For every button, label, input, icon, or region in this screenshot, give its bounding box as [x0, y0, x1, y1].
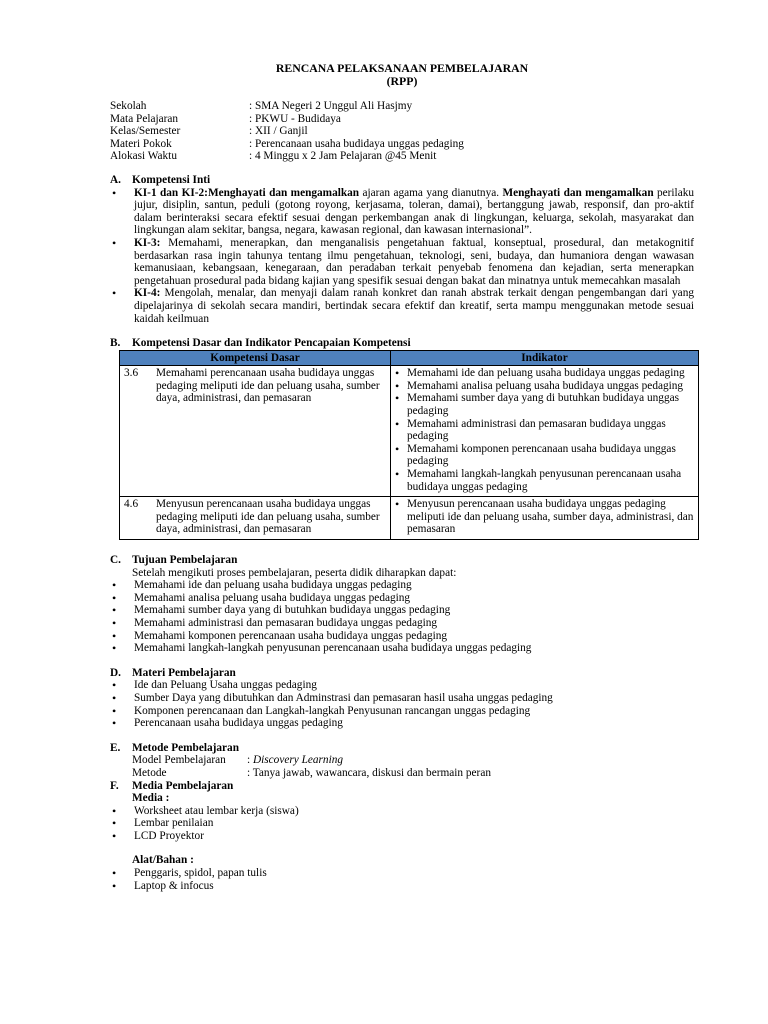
- list-item: • Memahami ide dan peluang usaha budidaya unggas pedaging: [110, 579, 694, 592]
- info-row-mata-pelajaran: [110, 113, 694, 126]
- section-heading: [110, 667, 694, 680]
- model-row: [132, 754, 694, 767]
- kd-indicator-table: [119, 350, 699, 540]
- document-title: RENCANA PELAKSANAAN PEMBELAJARAN: [275, 61, 529, 75]
- model-value: Discovery Learning: [252, 754, 344, 767]
- ki-label: KI-1 dan KI-2:Menghayati dan mengamalkan: [134, 186, 360, 199]
- indicator-list: [395, 367, 694, 493]
- ki-text: Memahami, menerapkan, dan menganalisis pengetahuan faktual, konseptual, prosedural, dan metakognitif berdasarkan rasa ingin tahunya tentang ilmu pengetahuan, teknologi, seni, budaya, dan humaniora dengan wawasan kemanusiaan, kebangsaan, kenegaraan, dan peradaban terkait penyebab fenomena dan kejadian, serta menerapkan pengetahuan prosedural pada bidang kajian yang spesifik sesuai dengan bakat dan minatnya untuk memecahkan masalah: [134, 236, 694, 287]
- ki-text: ajaran agama yang dianutnya.: [359, 186, 503, 199]
- info-value: : XII / Ganjil: [249, 125, 308, 138]
- list-item-ki1-ki2: [110, 187, 694, 237]
- list-item: • LCD Proyektor: [110, 830, 694, 843]
- ki-text: Mengolah, menalar, dan menyaji dalam ranah konkret dan ranah abstrak terkait dengan pengembangan dari yang dipelajarinya di sekolah secara mandiri, bertindak secara efektif dan kreatif, serta mampu menggunakan metode sesuai kaidah keilmuan: [134, 287, 694, 325]
- info-value: : 4 Minggu x 2 Jam Pelajaran @45 Menit: [249, 150, 437, 163]
- ki-label: KI-3:: [134, 236, 161, 249]
- document-subtitle: (RPP): [386, 74, 418, 88]
- ki-label: KI-4:: [134, 287, 161, 300]
- section-heading: [110, 337, 694, 350]
- table-header-row: [120, 350, 699, 366]
- section-heading: [110, 554, 694, 567]
- ki-text: perilaku jujur, disiplin, santun, peduli (gotong royong, kerjasama, toleran, damai), bertanggung jawab, responsif, dan pro-aktif dalam berinteraksi secara efektif sesuai dengan perkembangan anak di lingkungan, keluarga, sekolah, masyarakat dan lingkungan alam sekitar, bangsa, negara, kawasan regional, dan kawasan internasional”.: [134, 186, 695, 237]
- list-item: • Memahami sumber daya yang di butuhkan budidaya unggas pedaging: [395, 392, 694, 417]
- list-item: • Memahami analisa peluang usaha budidaya unggas pedaging: [395, 380, 694, 393]
- section-title: Materi Pembelajaran: [132, 666, 236, 679]
- list-item: • Perencanaan usaha budidaya unggas pedaging: [110, 717, 694, 730]
- section-letter: E.: [110, 741, 121, 754]
- section-title: Metode Pembelajaran: [132, 741, 239, 754]
- list-item: • Lembar penilaian: [110, 817, 694, 830]
- table-row: [120, 366, 699, 497]
- section-heading: [110, 742, 694, 755]
- model-colon: :: [247, 754, 253, 767]
- list-item: • Memahami administrasi dan pemasaran budidaya unggas pedaging: [110, 617, 694, 630]
- indicator-cell: [391, 366, 699, 497]
- info-value: : PKWU - Budidaya: [249, 112, 341, 125]
- list-item: • Memahami administrasi dan pemasaran budidaya unggas pedaging: [395, 418, 694, 443]
- media-label: Media :: [132, 792, 170, 805]
- tujuan-list: [110, 579, 694, 655]
- kd-text: Menyusun perencanaan usaha budidaya unggas pedaging meliputi ide dan peluang usaha, sumber daya, administrasi, dan pemasaran: [156, 498, 380, 536]
- list-item: • Memahami analisa peluang usaha budidaya unggas pedaging: [110, 592, 694, 605]
- kd-code: 3.6: [124, 367, 139, 380]
- list-item: • Sumber Daya yang dibutuhkan dan Adminstrasi dan pemasaran hasil usaha unggas pedaging: [110, 692, 694, 705]
- metode-label: Metode: [132, 766, 167, 779]
- column-header-kd: Kompetensi Dasar: [120, 350, 391, 366]
- list-item: • Memahami langkah-langkah penyusunan perencanaan usaha budidaya unggas pedaging: [110, 642, 694, 655]
- kd-text: Memahami perencanaan usaha budidaya unggas pedaging meliputi ide dan peluang usaha, sumber daya, administrasi, dan pemasaran: [156, 367, 380, 405]
- indicator-cell: [391, 497, 699, 540]
- list-item: • Menyusun perencanaan usaha budidaya unggas pedaging meliputi ide dan peluang usaha, sumber daya, administrasi, dan pemasaran: [395, 498, 694, 536]
- section-letter: C.: [110, 554, 121, 566]
- section-title: Media Pembelajaran: [132, 779, 234, 792]
- document-page: [110, 62, 694, 892]
- ki-emphasis: Menghayati dan mengamalkan: [502, 186, 654, 199]
- section-metode-pembelajaran: [110, 742, 694, 780]
- indicator-list: [395, 498, 694, 536]
- section-title: Tujuan Pembelajaran: [132, 554, 238, 566]
- info-value: : SMA Negeri 2 Unggul Ali Hasjmy: [249, 100, 413, 112]
- list-item: • Penggaris, spidol, papan tulis: [110, 867, 694, 880]
- info-label: Mata Pelajaran: [110, 112, 179, 125]
- list-item: • Ide dan Peluang Usaha unggas pedaging: [110, 679, 694, 692]
- list-item: • Komponen perencanaan dan Langkah-langkah Penyusunan rancangan unggas pedaging: [110, 705, 694, 718]
- info-label: Kelas/Semester: [110, 125, 181, 138]
- ki-list: [110, 187, 694, 326]
- list-item: • Laptop & infocus: [110, 880, 694, 893]
- info-row-alokasi-waktu: [110, 150, 694, 163]
- list-item-ki3: [110, 237, 694, 287]
- list-item: • Memahami sumber daya yang di butuhkan budidaya unggas pedaging: [110, 604, 694, 617]
- section-media-pembelajaran: [110, 780, 694, 893]
- kd-cell: [120, 366, 391, 497]
- section-heading: [110, 174, 694, 187]
- kd-code: 4.6: [124, 498, 139, 511]
- section-letter: F.: [110, 779, 119, 792]
- info-label: Alokasi Waktu: [110, 150, 177, 163]
- section-heading: [110, 780, 694, 793]
- kd-cell: [120, 497, 391, 540]
- info-row-materi-pokok: [110, 138, 694, 151]
- model-label: Model Pembelajaran: [132, 754, 226, 767]
- list-item: • Memahami komponen perencanaan usaha budidaya unggas pedaging: [395, 443, 694, 468]
- section-letter: D.: [110, 666, 121, 679]
- identity-block: [110, 100, 694, 163]
- info-label: Materi Pokok: [110, 137, 172, 150]
- column-header-indikator: Indikator: [391, 350, 699, 366]
- section-materi-pembelajaran: [110, 667, 694, 730]
- metode-row: [132, 767, 694, 780]
- section-title: Kompetensi Dasar dan Indikator Pencapaian Kompetensi: [132, 337, 411, 350]
- tujuan-intro: Setelah mengikuti proses pembelajaran, peserta didik diharapkan dapat:: [132, 566, 457, 579]
- section-kompetensi-inti: [110, 174, 694, 325]
- info-row-kelas-semester: [110, 125, 694, 138]
- info-row-sekolah: [110, 100, 694, 113]
- list-item: • Worksheet atau lembar kerja (siswa): [110, 805, 694, 818]
- section-letter: B.: [110, 337, 121, 350]
- alat-bahan-label: Alat/Bahan :: [132, 854, 194, 867]
- list-item: • Memahami langkah-langkah penyusunan perencanaan usaha budidaya unggas pedaging: [395, 468, 694, 493]
- table-row: [120, 497, 699, 540]
- info-label: Sekolah: [110, 100, 147, 112]
- media-list: [110, 805, 694, 843]
- materi-list: [110, 679, 694, 729]
- section-title: Kompetensi Inti: [132, 173, 211, 186]
- section-kompetensi-dasar: [110, 337, 694, 540]
- metode-value: : Tanya jawab, wawancara, diskusi dan bermain peran: [247, 766, 491, 779]
- list-item: • Memahami ide dan peluang usaha budidaya unggas pedaging: [395, 367, 694, 380]
- section-letter: A.: [110, 173, 121, 186]
- info-value: : Perencanaan usaha budidaya unggas pedaging: [249, 137, 464, 150]
- alat-bahan-list: [110, 867, 694, 892]
- list-item-ki4: [110, 287, 694, 325]
- list-item: • Memahami komponen perencanaan usaha budidaya unggas pedaging: [110, 630, 694, 643]
- section-tujuan-pembelajaran: [110, 554, 694, 655]
